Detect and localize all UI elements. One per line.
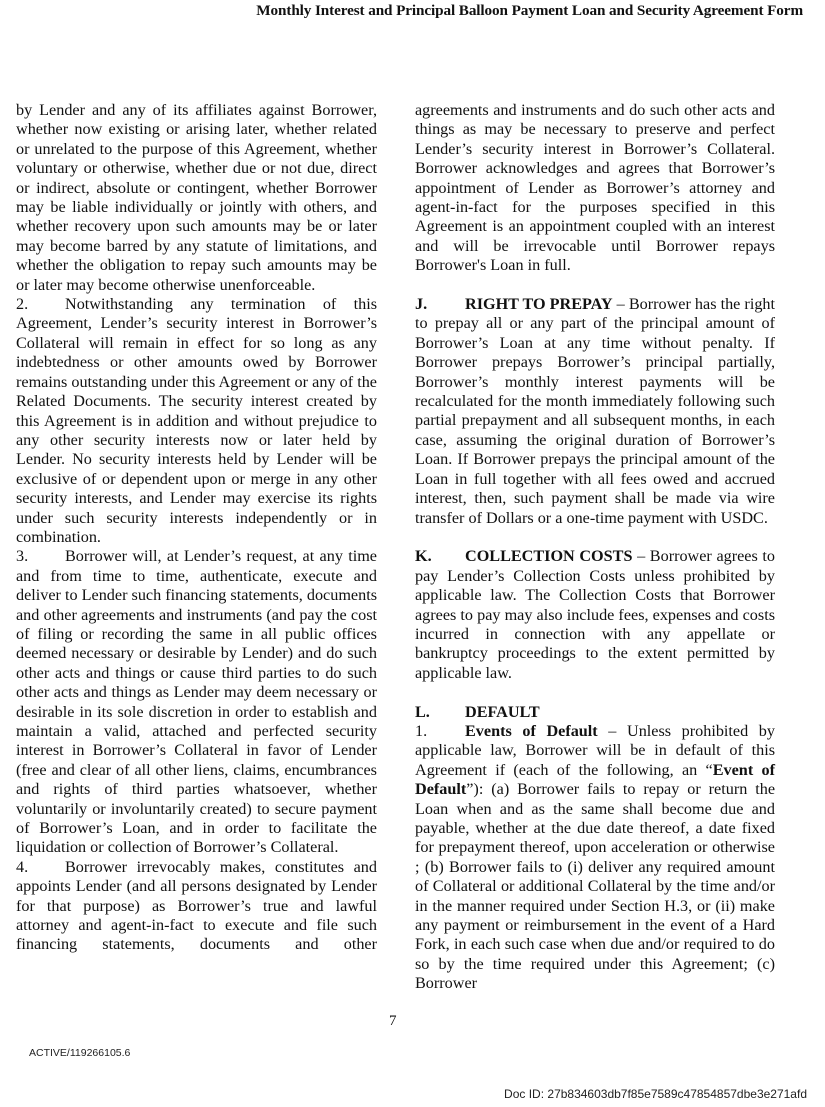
clause-text: Borrower will, at Lender’s request, at any time and from time to time, authenticate, execute and deliver to Lender such financing statements, documents and other agreements and instruments (and pay the cost of filing or recording the same in all public offices deemed necessary or desirable by Lender) and do such other acts and things or cause third parties to do such other acts and things as Lender may deem necessary or desirable in its sole discretion in order to establish and maintain a valid, attached and perfected security interest in Borrower’s Collateral in favor of Lender (free and clear of all other liens, claims, encumbrances and rights of third parties whatsoever, whether voluntarily or involuntarily created) to secure payment of Borrower’s Loan, and in order to facilitate the liquidation or collection of Borrower’s Collateral.	[16, 547, 377, 857]
clause-text: Borrower irrevocably makes, constitutes and appoints Lender (and all persons designated by Lender for that purpose) as Borrower’s true and lawful attorney and agent-in-fact to execute and file such financing statements, documents and other	[16, 857, 377, 954]
section-collection-costs	[415, 547, 775, 683]
document-reference: ACTIVE/119266105.6	[29, 1047, 131, 1059]
clause-item	[16, 547, 377, 858]
clause-text: Unless prohibited by applicable law, Borrower will be in default of this Agreement if (each of the following, an “	[415, 721, 775, 779]
clause-number: 2.	[16, 295, 29, 314]
section-heading: RIGHT TO PREPAY	[465, 295, 613, 314]
section-heading: DEFAULT	[465, 702, 540, 721]
clause-number: 4.	[16, 857, 29, 876]
continued-paragraph: by Lender and any of its affiliates against Borrower, whether now existing or arising later, whether related or unrelated to the purpose of this Agreement, whether voluntary or otherwise, whether due or not due, direct or indirect, absolute or contingent, whether Borrower may be liable individually or jointly with others, and whether recovery upon such amounts may be or later may become barred by any statute of limitations, and whether the obligation to repay such amounts may be or later may become otherwise unenforceable.	[16, 101, 377, 294]
right-column	[415, 101, 775, 994]
section-letter: K.	[415, 547, 432, 566]
section-dash: –	[612, 295, 629, 314]
section-dash: –	[632, 547, 650, 566]
section-letter: J.	[415, 295, 428, 314]
page-number: 7	[389, 1013, 397, 1029]
clause-number: 1.	[415, 721, 428, 740]
clause-text: ”): (a) Borrower fails to repay or return the Loan when and as the same shall become due and payable, whether at the due date thereof, a date fixed for prepayment thereof, upon acceleration or otherwise ; (b) Borrower fails to (i) deliver any required amount of Collateral or additional Collateral by the time and/or in the manner required under Section H.3, or (ii) make any payment or reimbursement in the event of a Hard Fork, in each such case when due and/or required to do so by the time required under this Agreement; (c) Borrower	[415, 780, 775, 993]
section-text: Borrower has the right to prepay all or any part of the principal amount of Borrower’s Loan at any time without penalty. If Borrower prepays Borrower’s principal partially, Borrower’s monthly interest payments will be recalculated for the month immediately following such partial prepayment and all subsequent months, in each case, assuming the original duration of Borrower’s Loan. If Borrower prepays the principal amount of the Loan in full together with all fees owed and accrued interest, then, such payment shall be made via wire transfer of Dollars or a one-time payment with USDC.	[415, 295, 776, 527]
document-header-title: Monthly Interest and Principal Balloon Payment Loan and Security Agreement Form	[256, 2, 803, 19]
section-default	[415, 703, 775, 722]
clause-number: 3.	[16, 547, 29, 566]
events-of-default-clause	[415, 722, 775, 994]
clause-item	[16, 858, 377, 955]
section-heading: COLLECTION COSTS	[465, 547, 633, 566]
defined-term: Event of Default	[415, 760, 775, 799]
clause-dash: –	[597, 721, 627, 740]
continued-paragraph: agreements and instruments and do such other acts and things as may be necessary to preserve and perfect Lender’s security interest in Borrower’s Collateral. Borrower acknowledges and agrees that Borrower’s appointment of Lender as Borrower’s attorney and agent-in-fact for the purposes specified in this Agreement is an appointment coupled with an interest and will be irrevocable until Borrower repays Borrower's Loan in full.	[415, 101, 775, 275]
left-column	[16, 101, 377, 955]
section-right-to-prepay	[415, 295, 775, 528]
clause-heading: Events of Default	[465, 721, 598, 740]
section-letter: L.	[415, 702, 430, 721]
clause-text: Notwithstanding any termination of this Agreement, Lender’s security interest in Borrower’s Collateral will remain in effect for so long as any indebtedness or other amounts owed by Borrower remains outstanding under this Agreement or any of the Related Documents. The security interest created by this Agreement is in addition and without prejudice to any other security interests now or later held by Lender. No security interests held by Lender will be exclusive of or dependent upon or merge in any other security interests, and Lender may exercise its rights under such security interests independently or in combination.	[16, 295, 377, 546]
clause-item	[16, 295, 377, 547]
section-text: Borrower agrees to pay Lender’s Collection Costs unless prohibited by applicable law. The Collection Costs that Borrower agrees to pay may also include fees, expenses and costs incurred in connection with any appellate or bankruptcy proceedings to the extent permitted by applicable law.	[415, 547, 776, 682]
doc-id: Doc ID: 27b834603db7f85e7589c47854857dbe3e271afd	[504, 1087, 807, 1101]
